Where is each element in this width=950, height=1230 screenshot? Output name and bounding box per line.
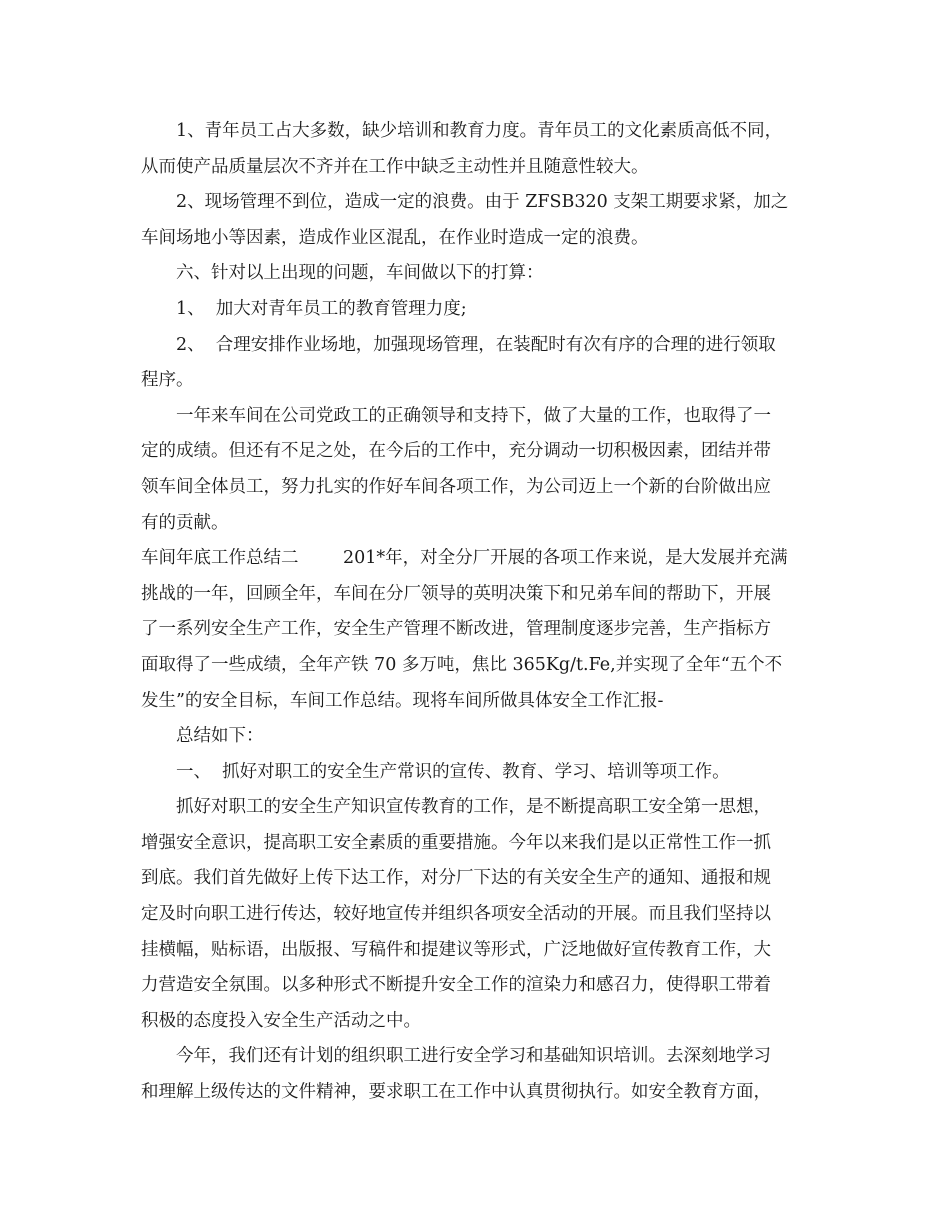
text-line: 领车间全体员工，努力扎实的作好车间各项工作，为公司迈上一个新的台阶做出应	[141, 476, 771, 497]
text-line: 今年，我们还有计划的组织职工进行安全学习和基础知识培训。去深刻地学习	[176, 1046, 771, 1067]
text-line: 1、 加大对青年员工的教育管理力度;	[176, 298, 467, 319]
text-line: 定的成绩。但还有不足之处，在今后的工作中，充分调动一切积极因素，团结并带	[141, 441, 771, 462]
text-line: 力营造安全氛围。以多种形式不断提升安全工作的渲染力和感召力，使得职工带着	[141, 975, 771, 996]
text-line: 抓好对职工的安全生产知识宣传教育的工作，是不断提高职工安全第一思想，	[176, 797, 771, 818]
text-line: 2、 合理安排作业场地，加强现场管理，在装配时有次有序的合理的进行领取	[176, 334, 776, 355]
text-line: 挑战的一年，回顾全年，车间在分厂领导的英明决策下和兄弟车间的帮助下，开展	[141, 583, 771, 604]
text-line: 和理解上级传达的文件精神，要求职工在工作中认真贯彻执行。如安全教育方面，	[141, 1082, 771, 1103]
text-line: 从而使产品质量层次不齐并在工作中缺乏主动性并且随意性较大。	[141, 156, 649, 177]
text-line: 挂横幅，贴标语，出版报、写稿件和提建议等形式，广泛地做好宣传教育工作，大	[141, 939, 771, 960]
text-line: 车间年底工作总结二 201*年，对全分厂开展的各项工作来说，是大发展并充满	[141, 548, 788, 569]
text-line: 发生”的安全目标，车间工作总结。现将车间所做具体安全工作汇报-	[141, 690, 664, 711]
text-line: 到底。我们首先做好上传下达工作，对分厂下达的有关安全生产的通知、通报和规	[141, 868, 771, 889]
text-line: 增强安全意识，提高职工安全素质的重要措施。今年以来我们是以正常性工作一抓	[141, 832, 771, 853]
text-line: 总结如下：	[176, 726, 264, 747]
text-line: 面取得了一些成绩，全年产铁 70 多万吨，焦比 365Kg/t.Fe,并实现了全年“五个不	[141, 654, 783, 675]
text-line: 一、 抓好对职工的安全生产常识的宣传、教育、学习、培训等项工作。	[176, 761, 730, 782]
text-line: 定及时向职工进行传达，较好地宣传并组织各项安全活动的开展。而且我们坚持以	[141, 904, 771, 925]
text-line: 有的贡献。	[141, 512, 229, 533]
text-line: 程序。	[141, 370, 194, 391]
text-line: 1、青年员工占大多数，缺少培训和教育力度。青年员工的文化素质高低不同，	[176, 121, 783, 141]
text-line: 了一系列安全生产工作，安全生产管理不断改进，管理制度逐步完善，生产指标方	[141, 619, 771, 640]
text-line: 2、现场管理不到位，造成一定的浪费。由于 ZFSB320 支架工期要求紧，加之	[176, 192, 789, 213]
text-line: 六、针对以上出现的问题，车间做以下的打算：	[176, 263, 544, 284]
document-body	[141, 114, 811, 1111]
text-line: 车间场地小等因素，造成作业区混乱，在作业时造成一定的浪费。	[141, 227, 649, 248]
text-line: 积极的态度投入安全生产活动之中。	[141, 1010, 421, 1031]
text-line: 一年来车间在公司党政工的正确领导和支持下，做了大量的工作，也取得了一	[176, 405, 771, 426]
